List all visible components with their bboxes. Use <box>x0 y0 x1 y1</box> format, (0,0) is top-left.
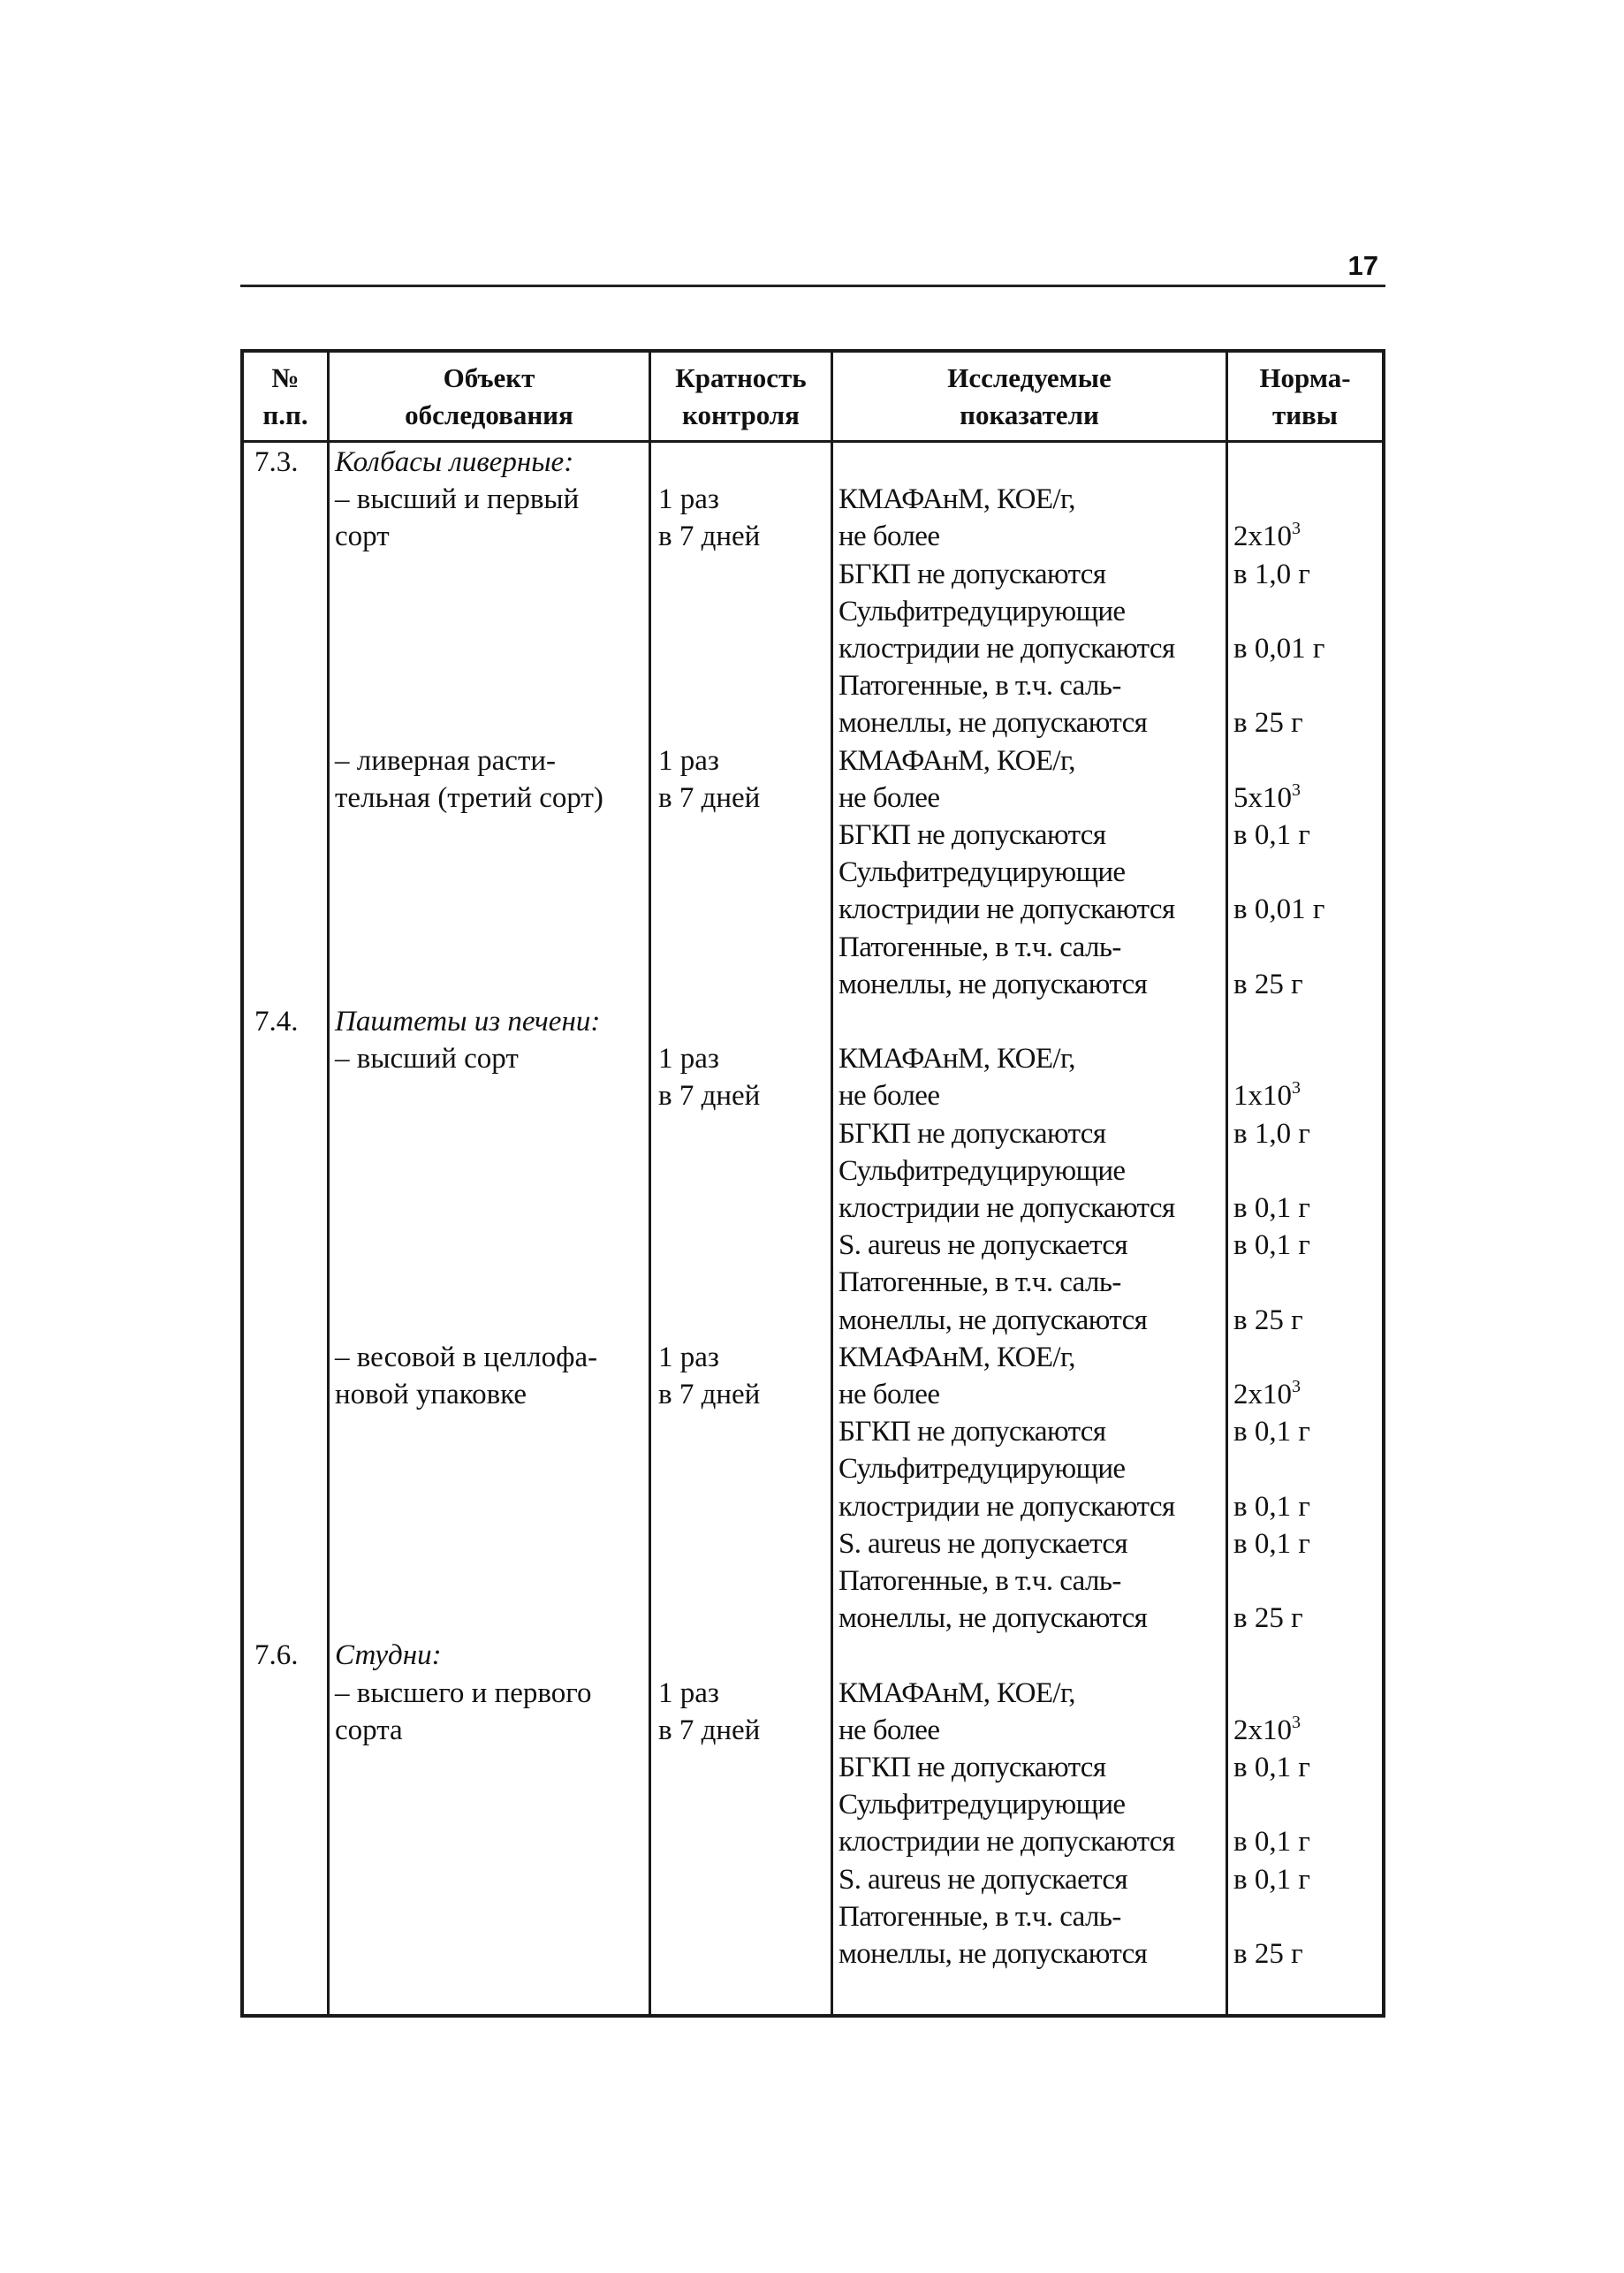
norm-value: в 25 г <box>1233 1304 1303 1336</box>
page-number: 17 <box>1347 250 1378 281</box>
header-num-line: п.п. <box>262 399 308 430</box>
indicator-text: не более <box>839 521 940 553</box>
object-line: тельная (третий сорт) <box>335 781 603 814</box>
indicator-text: клостридии не допускаются <box>839 1490 1175 1523</box>
norm-value: в 25 г <box>1233 1938 1303 1970</box>
indicator-text: монеллы, не допускаются <box>839 1304 1148 1336</box>
indicator-text: Патогенные, в т.ч. саль- <box>839 1900 1121 1933</box>
column-divider <box>327 353 330 2014</box>
control-frequency <box>658 742 828 817</box>
norm-exponent: 3 <box>1292 1377 1301 1396</box>
header-divider <box>244 440 1382 443</box>
indicator-text: S. aureus не допускается <box>839 1229 1127 1262</box>
indicator-text: S. aureus не допускается <box>839 1863 1127 1896</box>
frequency-line: 1 раз <box>658 1341 719 1373</box>
header-norms-line: Норма- <box>1259 361 1351 393</box>
indicator-text: монеллы, не допускаются <box>839 707 1148 740</box>
norm-value: в 25 г <box>1233 707 1303 740</box>
object-name <box>335 1339 646 1413</box>
indicator-text: БГКП не допускаются <box>839 1416 1106 1448</box>
object-line: – высший и первый <box>335 483 580 516</box>
norm-value: в 0,1 г <box>1233 1826 1310 1859</box>
norm-value: в 0,1 г <box>1233 819 1310 851</box>
object-line: сорт <box>335 521 390 553</box>
norm-value: в 0,1 г <box>1233 1490 1310 1523</box>
object-line: новой упаковке <box>335 1379 527 1410</box>
norm-exponent: 3 <box>1292 1078 1301 1098</box>
frequency-line: в 7 дней <box>658 1080 761 1113</box>
norm-value: в 1,0 г <box>1233 1117 1310 1150</box>
indicator-text: КМАФАнМ, КОЕ/г, <box>839 1341 1075 1373</box>
standards-table <box>240 349 1385 2018</box>
norm-value: в 1,0 г <box>1233 558 1310 590</box>
norm-exponent: 3 <box>1292 519 1301 539</box>
header-num-line: № <box>271 361 300 393</box>
norm-value: в 0,1 г <box>1233 1192 1310 1224</box>
indicator-text: БГКП не допускаются <box>839 1752 1106 1783</box>
indicator-text: Сульфитредуцирующие <box>839 595 1126 627</box>
indicator-text: клостридии не допускаются <box>839 1192 1175 1224</box>
object-name <box>335 1040 646 1077</box>
object-line: – весовой в целлофа- <box>335 1341 598 1373</box>
object-line: – высшего и первого <box>335 1676 592 1709</box>
header-indicators-line: показатели <box>960 399 1099 430</box>
indicator-text: БГКП не допускаются <box>839 819 1106 851</box>
object-line: – высший сорт <box>335 1043 519 1076</box>
indicator-text: Патогенные, в т.ч. саль- <box>839 1565 1121 1597</box>
frequency-line: в 7 дней <box>658 781 761 814</box>
column-divider <box>831 353 833 2014</box>
norm-exponent: 3 <box>1292 779 1301 800</box>
indicator-text: S. aureus не допускается <box>839 1527 1127 1560</box>
header-rule <box>240 285 1385 287</box>
norm-value: $5х10^3$ <box>1233 779 1301 814</box>
control-frequency <box>658 1675 828 1749</box>
section-title: Студни: <box>335 1639 442 1672</box>
object-line: – ливерная расти- <box>335 744 557 777</box>
header-frequency <box>651 353 831 440</box>
section-number: 7.4. <box>254 1006 299 1038</box>
column-divider <box>649 353 651 2014</box>
indicator-text: не более <box>839 1379 940 1410</box>
header-frequency-line: Кратность <box>675 361 807 393</box>
indicator-text: клостридии не допускаются <box>839 893 1175 926</box>
indicator-text: Патогенные, в т.ч. саль- <box>839 931 1121 963</box>
section-number: 7.3. <box>254 446 299 478</box>
indicator-text: не более <box>839 781 940 814</box>
header-object <box>330 353 649 440</box>
indicator-text: БГКП не допускаются <box>839 1117 1106 1150</box>
norm-value: $2х10^3$ <box>1233 519 1301 553</box>
header-object-line: Объект <box>443 361 535 393</box>
indicator-text: клостридии не допускаются <box>839 633 1175 665</box>
section-number: 7.6. <box>254 1639 299 1672</box>
object-name <box>335 742 646 817</box>
norm-value: в 0,01 г <box>1233 633 1325 665</box>
section-title: Паштеты из печени: <box>335 1006 601 1038</box>
indicator-text: БГКП не допускаются <box>839 558 1106 590</box>
object-name <box>335 481 646 555</box>
header-indicators-line: Исследуемые <box>947 361 1112 393</box>
norm-value: в 0,1 г <box>1233 1752 1310 1783</box>
header-norms <box>1228 353 1382 440</box>
frequency-line: в 7 дней <box>658 1379 761 1410</box>
object-name <box>335 1675 646 1749</box>
indicator-text: Сульфитредуцирующие <box>839 1154 1126 1187</box>
indicator-text: КМАФАнМ, КОЕ/г, <box>839 744 1075 777</box>
norm-value: в 0,1 г <box>1233 1527 1310 1560</box>
indicator-text: Сульфитредуцирующие <box>839 1453 1126 1486</box>
indicator-text: клостридии не допускаются <box>839 1826 1175 1859</box>
header-num <box>244 353 327 440</box>
control-frequency <box>658 1040 828 1114</box>
indicator-text: Патогенные, в т.ч. саль- <box>839 670 1121 703</box>
norm-value: в 25 г <box>1233 1602 1303 1635</box>
norm-value: в 0,1 г <box>1233 1863 1310 1896</box>
control-frequency <box>658 1339 828 1413</box>
frequency-line: 1 раз <box>658 1043 719 1076</box>
object-line: сорта <box>335 1714 403 1746</box>
header-frequency-line: контроля <box>682 399 800 430</box>
norm-value: в 0,01 г <box>1233 893 1325 926</box>
indicator-text: КМАФАнМ, КОЕ/г, <box>839 1043 1075 1076</box>
header-object-line: обследования <box>405 399 573 430</box>
frequency-line: 1 раз <box>658 1676 719 1709</box>
indicator-text: монеллы, не допускаются <box>839 1938 1148 1970</box>
control-frequency <box>658 481 828 555</box>
header-indicators <box>833 353 1226 440</box>
section-title: Колбасы ливерные: <box>335 446 574 478</box>
indicator-text: монеллы, не допускаются <box>839 1602 1148 1635</box>
frequency-line: в 7 дней <box>658 521 761 553</box>
indicator-text: Патогенные, в т.ч. саль- <box>839 1266 1121 1299</box>
norm-value: $1х10^3$ <box>1233 1078 1301 1113</box>
norm-value: $2х10^3$ <box>1233 1377 1301 1410</box>
norm-value: в 0,1 г <box>1233 1229 1310 1262</box>
indicator-text: Сульфитредуцирующие <box>839 1789 1126 1821</box>
header-norms-line: тивы <box>1271 399 1339 430</box>
indicator-text: КМАФАнМ, КОЕ/г, <box>839 483 1075 516</box>
indicator-text: монеллы, не допускаются <box>839 968 1148 1000</box>
frequency-line: в 7 дней <box>658 1714 761 1746</box>
norm-value: в 25 г <box>1233 968 1303 1000</box>
norm-exponent: 3 <box>1292 1712 1301 1732</box>
column-divider <box>1226 353 1228 2014</box>
indicator-text: не более <box>839 1714 940 1746</box>
indicator-text: Сульфитредуцирующие <box>839 856 1126 889</box>
indicator-text: не более <box>839 1080 940 1113</box>
frequency-line: 1 раз <box>658 483 719 516</box>
frequency-line: 1 раз <box>658 744 719 777</box>
norm-value: в 0,1 г <box>1233 1416 1310 1448</box>
norm-value: $2х10^3$ <box>1233 1712 1301 1746</box>
indicator-text: КМАФАнМ, КОЕ/г, <box>839 1676 1075 1709</box>
